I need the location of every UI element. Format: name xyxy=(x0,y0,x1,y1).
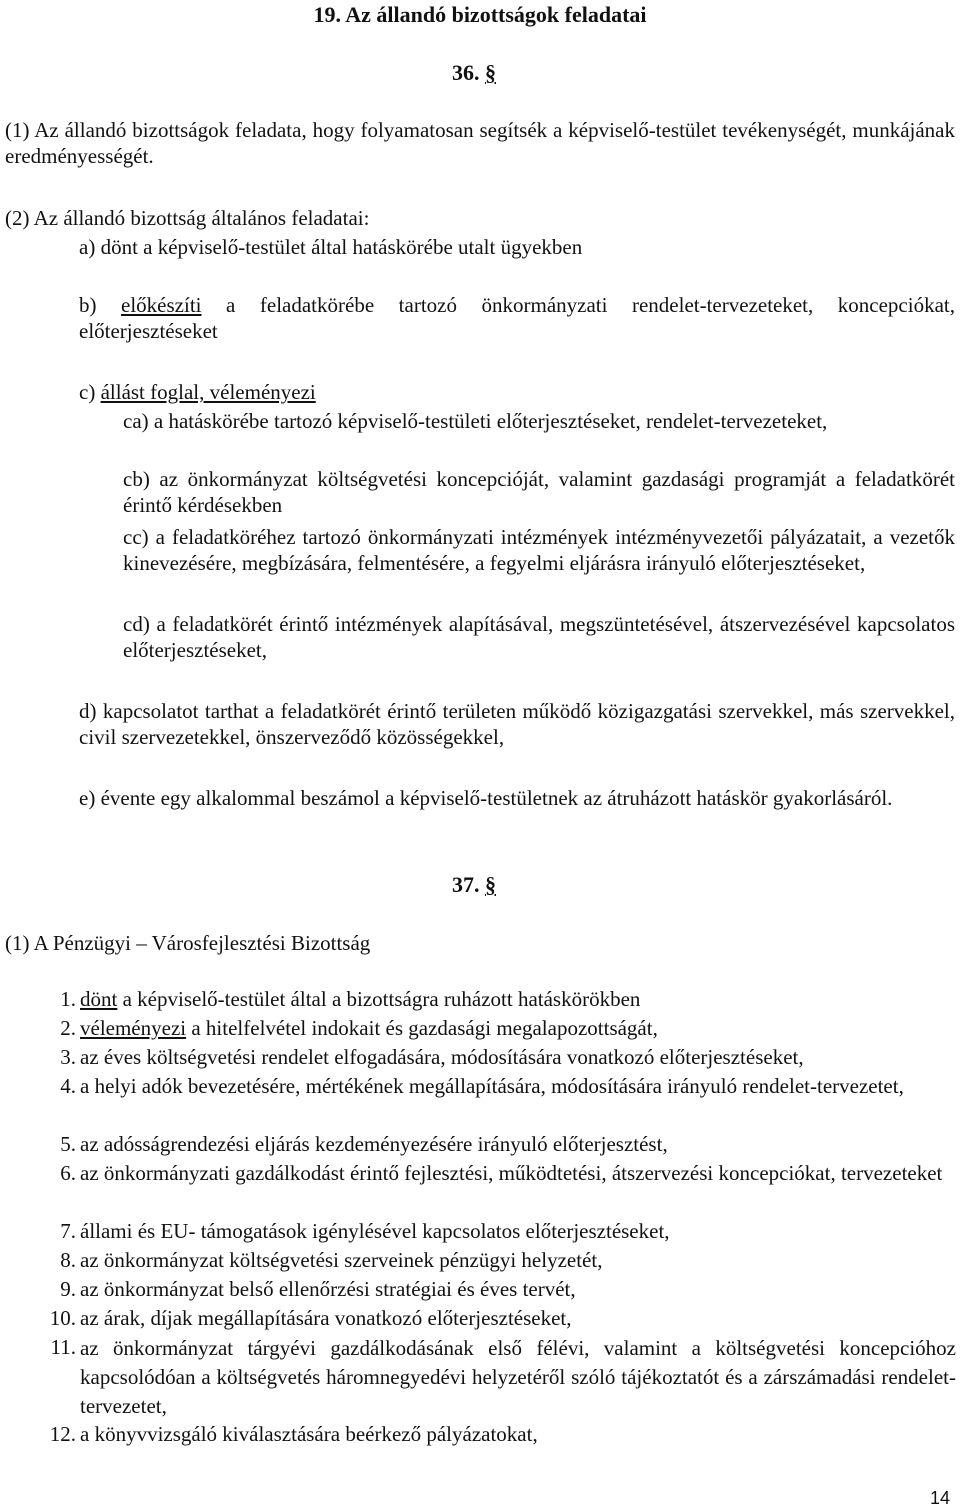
item-a: a) dönt a képviselő-testület által hatáskörébe utalt ügyekben xyxy=(79,235,583,259)
item-ca: ca) a hatáskörébe tartozó képviselő-testületi előterjesztéseket, rendelet-tervezeteket, xyxy=(123,409,828,433)
page-number: 14 xyxy=(930,1488,951,1508)
item-c: c) állást foglal, véleményezi xyxy=(79,380,316,404)
section-36-heading xyxy=(452,60,496,86)
section-number: 36. xyxy=(452,60,480,85)
committee-task-list: 1. dönt a képviselő-testület által a bizottságra ruházott hatáskörökben 2. véleményezi a hitelfelvétel indokait és gazdasági megalapozottságát, 3. az éves költségvetési rendelet elfogadására, módosítására vonatkozó előterjesztéseket, 4. a helyi adók bevezetésére, mértékének megállapítására, módosítására irányuló rendelet-tervezetet, 5. az adósságrendezési eljárás kezdeményezésére irányuló előterjesztést, 6. az önkormányzati gazdálkodást érintő fejlesztési, működtetési, átszervezési koncepciókat, tervezeteket 7. állami és EU- támogatások igénylésével kapcsolatos előterjesztéseket, 8. az önkormányzat költségvetési szerveinek pénzügyi helyzetét, 9. az önkormányzat belső ellenőrzési stratégiai és éves tervét, 10. az árak, díjak megállapítására vonatkozó előterjesztéseket, 11. az önkormányzat tárgyévi gazdálkodásának első félévi, valamint a költségvetési koncepcióhoz kapcsolódóan a költségvetés háromnegyedévi helyzetéről szóló tájékoztatót és a zárszámadási rendelet-tervezetet, 12. a könyvvizsgáló kiválasztására beérkező pályázatokat, xyxy=(49,987,956,1446)
item-b-keyword: előkészíti xyxy=(121,293,202,317)
chapter-heading: 19. Az állandó bizottságok feladatai xyxy=(313,2,647,27)
item-d: d) kapcsolatot tarthat a feladatkörét érintő területen működő közigazgatási szervekkel, más szervekkel, civil szervezetekkel, önszerveződő közösségekkel, xyxy=(79,699,955,749)
paragraph-2-intro: (2) Az állandó bizottság általános feladatai: xyxy=(5,206,370,230)
item-c-keyword: állást foglal, véleményezi xyxy=(100,380,316,404)
paragraph-1-text: (1) Az állandó bizottságok feladata, hogy folyamatosan segítsék a képviselő-testület tevékenységét, munkájának eredményességét. xyxy=(5,118,955,168)
paragraph-1-line1 xyxy=(5,117,955,169)
section-number: 37. xyxy=(452,872,480,897)
section-symbol: § xyxy=(485,60,496,85)
item-e: e) évente egy alkalommal beszámol a képviselő-testületnek az átruházott hatáskör gyakorlásáról. xyxy=(79,786,893,810)
section-symbol: § xyxy=(485,872,496,897)
section-37-heading xyxy=(452,872,496,898)
item-b: b) előkészíti a feladatkörébe tartozó önkormányzati rendelet-tervezeteket, koncepciókat, előterjesztéseket xyxy=(79,293,955,343)
committee-heading: (1) A Pénzügyi – Városfejlesztési Bizottság xyxy=(5,931,371,955)
item-cb: cb) az önkormányzat költségvetési koncepcióját, valamint gazdasági programját a feladatkörét érintő kérdésekben xyxy=(123,467,955,517)
item-cd: cd) a feladatkörét érintő intézmények alapításával, megszüntetésével, átszervezésével kapcsolatos előterjesztéseket, xyxy=(123,612,955,662)
item-cc: cc) a feladatköréhez tartozó önkormányzati intézmények intézményvezetői pályázatait, a vezetők kinevezésére, megbízására, felmentésére, a fegyelmi eljárásra irányuló előterjesztéseket, xyxy=(123,525,955,575)
